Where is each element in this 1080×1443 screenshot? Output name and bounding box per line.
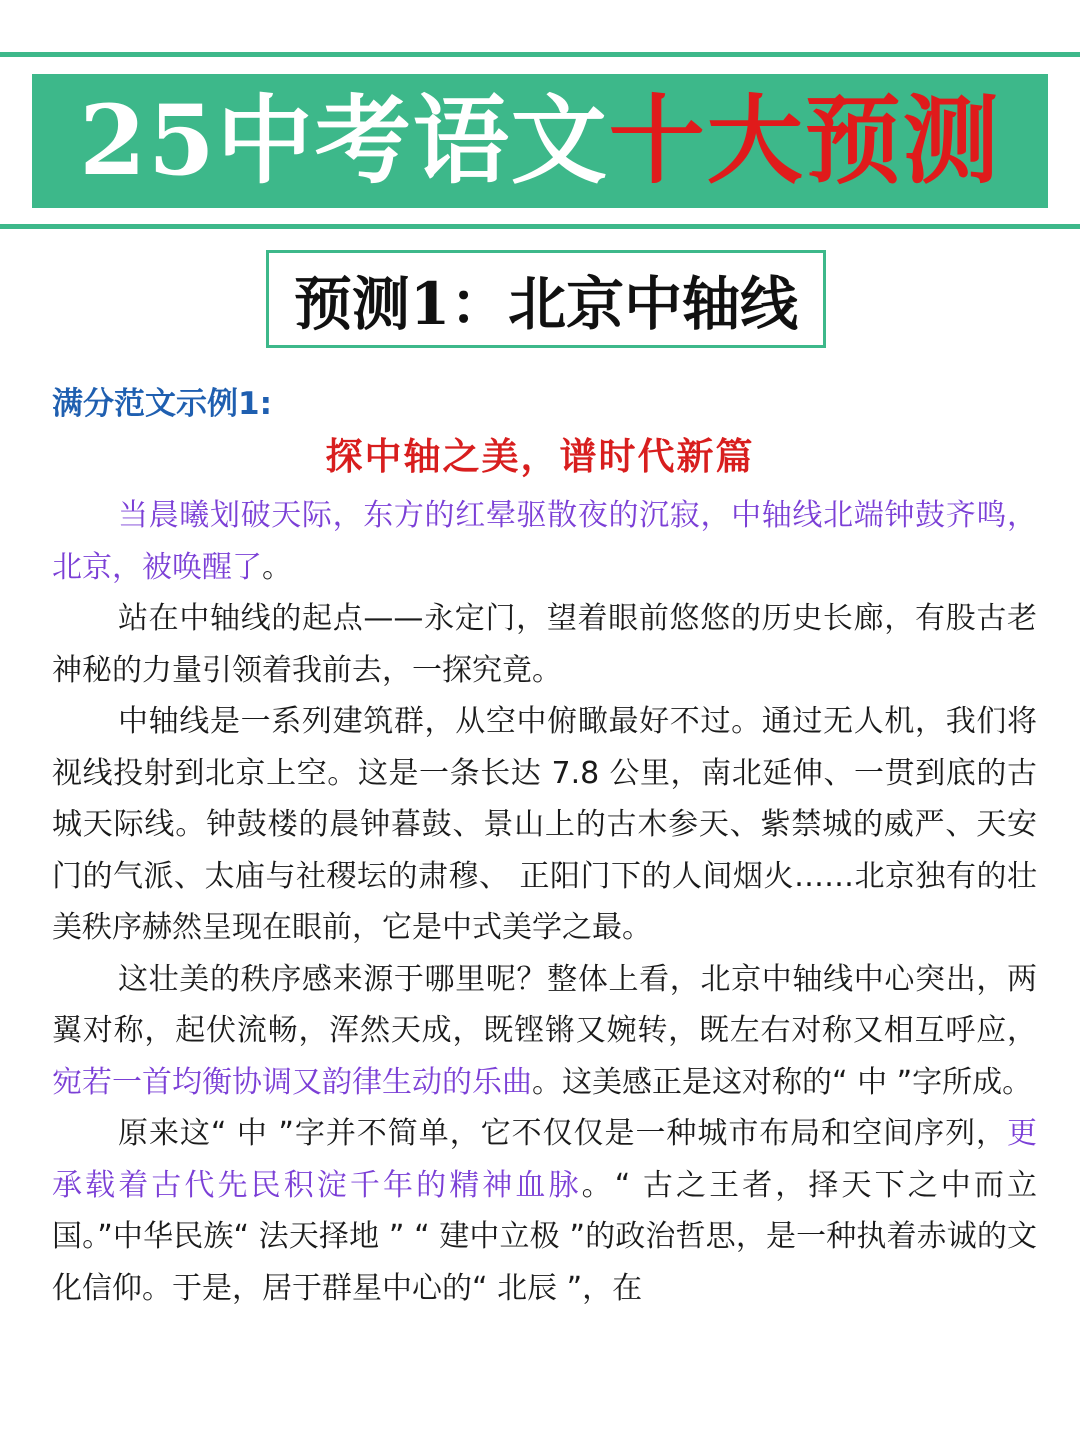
paragraph-text: 。“ 古之王者，择天下之中而立国。”中华民族“ 法天择地 ” “ 建中立极 ”的政治哲思，是一种执着赤诚的文化信仰。于是，居于群星中心的“ 北辰 ”，在: [52, 1167, 1038, 1306]
paragraph-text: 。: [262, 549, 292, 585]
top-divider: [0, 52, 1080, 57]
paragraph-5: [52, 1108, 1037, 1314]
paragraph-text: 原来这“ 中 ”字并不简单，它不仅仅是一种城市布局和空间序列，: [118, 1116, 1007, 1151]
paragraph-3: 中轴线是一系列建筑群，从空中俯瞰最好不过。通过无人机，我们将视线投射到北京上空。这是一条长达 7.8 公里，南北延伸、一贯到底的古城天际线。钟鼓楼的晨钟暮鼓、景山上的古木参天、紫禁城的威严、天安门的气派、太庙与社稷坛的肃穆、 正阳门下的人间烟火……北京独有的壮美秩序赫然呈现在眼前，它是中式美学之最。: [52, 704, 1037, 945]
subtitle: 预测1：北京中轴线: [293, 270, 799, 338]
paragraph-1: [52, 490, 1037, 593]
essay-body: [52, 490, 1037, 1314]
paragraph-4: [52, 954, 1037, 1109]
bottom-divider: [0, 224, 1080, 229]
paragraph-text: 。这美感正是这对称的“ 中 ”字所成。: [532, 1064, 1033, 1100]
banner-title-white: 25中考语文: [79, 84, 609, 197]
highlight-text: 宛若一首均衡协调又韵律生动的乐曲: [52, 1064, 532, 1100]
paragraph-2: 站在中轴线的起点——永定门，望着眼前悠悠的历史长廊，有股古老神秘的力量引领着我前去，一探究竟。: [52, 601, 1037, 688]
highlight-text: 更承载着古代先民积淀千年的精神血脉: [52, 1116, 1037, 1203]
title-banner: [32, 74, 1048, 208]
example-label: 满分范文示例1:: [52, 386, 272, 422]
highlight-text: 当晨曦划破天际，东方的红晕驱散夜的沉寂，中轴线北端钟鼓齐鸣，北京，被唤醒了: [52, 498, 1037, 585]
banner-title-red: 十大预测: [608, 84, 1001, 197]
paragraph-text: 这壮美的秩序感来源于哪里呢？整体上看，北京中轴线中心突出，两翼对称，起伏流畅，浑然天成，既铿锵又婉转，既左右对称又相互呼应，: [52, 961, 1037, 1048]
essay-title: 探中轴之美，谱时代新篇: [325, 435, 755, 478]
subtitle-box: [266, 250, 826, 348]
